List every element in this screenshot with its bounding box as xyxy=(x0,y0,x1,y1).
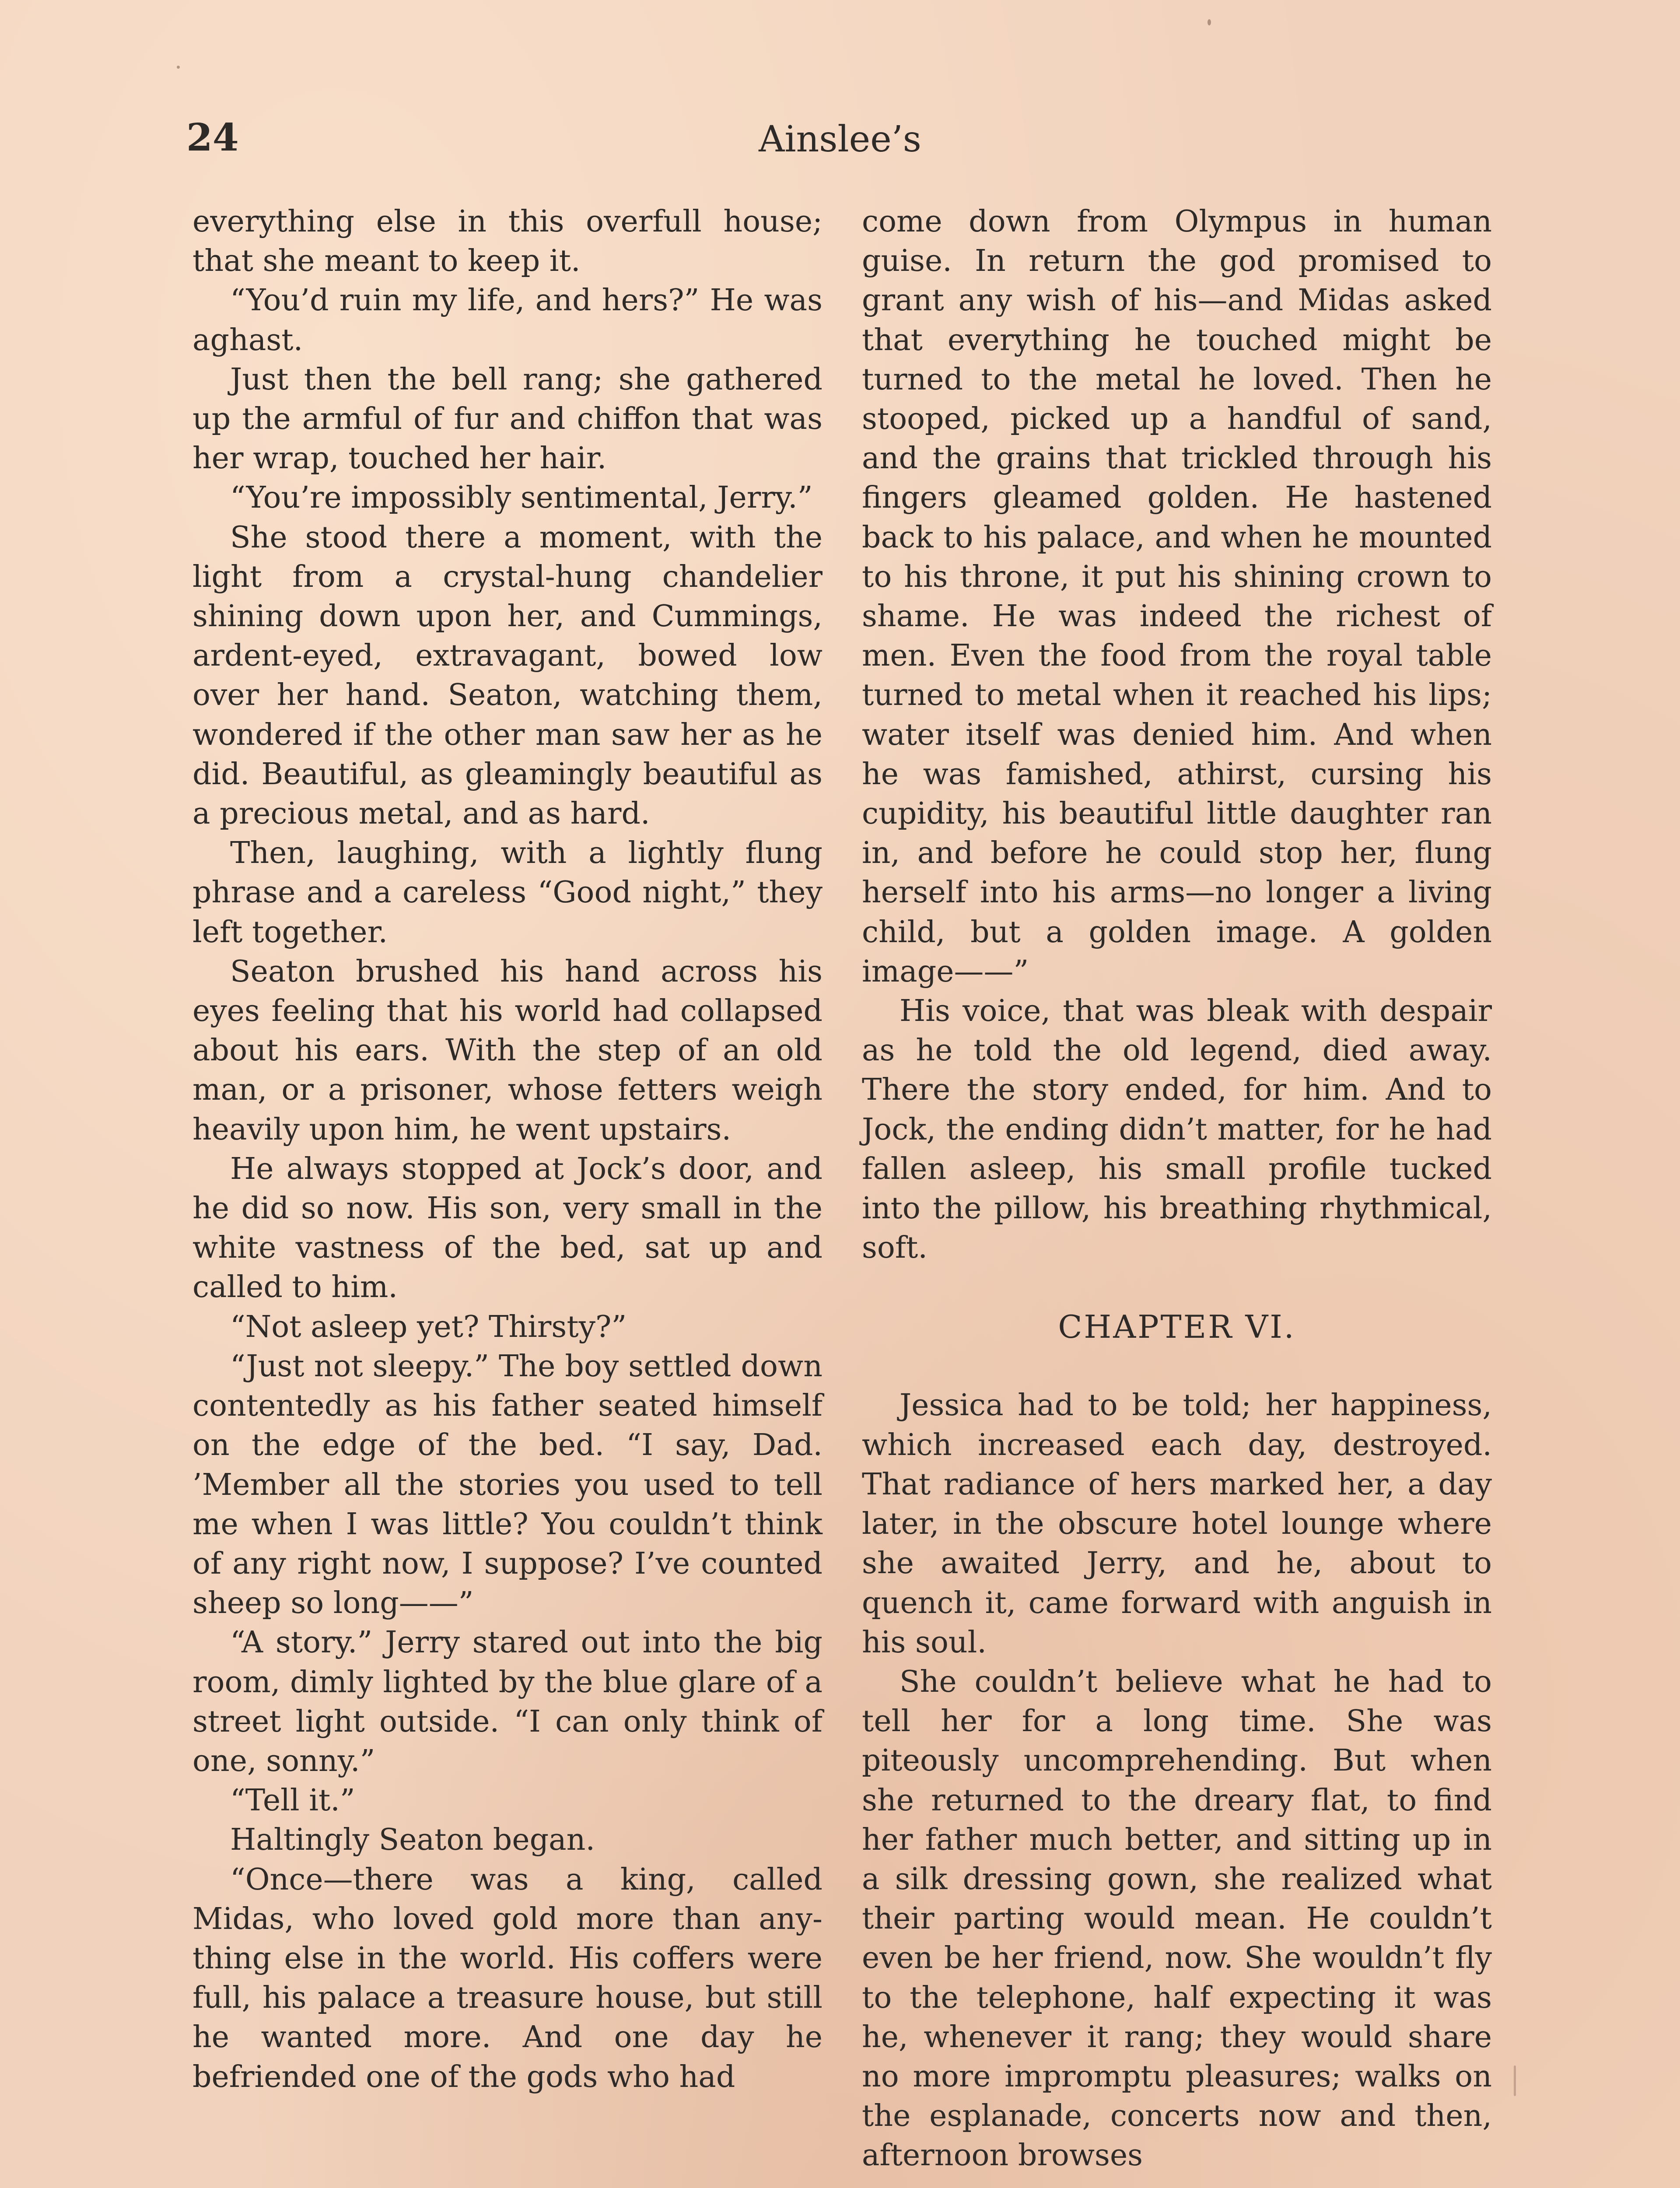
paragraph: “You’d ruin my life, and hers?” He was aghast. xyxy=(192,283,822,358)
paragraph: Jessica had to be told; her happiness, which increased each day, destroyed. That radiance of hers marked her, a day later, in the obscure hotel lounge where she awaited Jerry, and he, about to quench it, came forward with anguish in his soul. xyxy=(862,1388,1492,1660)
paragraph: “A story.” Jerry stared out into the big room, dimly lighted by the blue glare of a street light outside. “I can only think of one, sonny.” xyxy=(192,1625,822,1778)
paragraph: “You’re impossibly sentimental, Jerry.” xyxy=(230,480,813,515)
paragraph: “Not asleep yet? Thirsty?” xyxy=(230,1309,627,1344)
paragraph: She couldn’t believe what he had to tell her for a long time. She was piteously uncomprehending. But when she returned to the dreary flat, to find her father much better, and sitting up in a silk dressing gown, she realized what their parting would mean. He couldn’t even be her friend, now. She wouldn’t fly to the telephone, half expecting it was he, whenever it rang; they would share no more impromptu pleasures; walks on the esplanade, concerts now and then, afternoon browses xyxy=(862,1664,1492,2173)
left-column xyxy=(192,202,822,2097)
running-head: Ainslee’s xyxy=(759,119,921,160)
paragraph: everything else in this overfull house; that she meant to keep it. xyxy=(192,204,822,279)
paragraph: “Once—there was a king, called Midas, who loved gold more than anything else in the world. His coffers were full, his palace a treasure house, but still he wanted more. And one day he befriended one of the gods who had xyxy=(192,1862,822,2094)
paragraph: Then, laughing, with a lightly flung phrase and a careless “Good night,” they left together. xyxy=(192,836,822,950)
paragraph: Haltingly Seaton began. xyxy=(230,1823,595,1858)
chapter-heading: CHAPTER VI. xyxy=(1058,1308,1296,1346)
paragraph: She stood there a moment, with the light from a crystal-hung chandelier shining down upon her, and Cummings, ardent-eyed, extravagant, bowed low over her hand. Seaton, watching them, wondered if the other man saw her as he did. Beautiful, as gleamingly beautiful as a precious metal, and as hard. xyxy=(192,520,822,831)
paper-speck xyxy=(1514,2065,1516,2096)
paragraph: Just then the bell rang; she gathered up the armful of fur and chiffon that was her wrap, touched her hair. xyxy=(192,362,822,476)
paper-speck xyxy=(177,66,180,69)
paragraph: “Just not sleepy.” The boy settled down contentedly as his father seated himself on the edge of the bed. “I say, Dad. ’Member all the stories you used to tell me when I was little? You couldn’t think of any right now, I suppose? I’ve counted sheep so long——” xyxy=(192,1349,822,1621)
paragraph: “Tell it.” xyxy=(230,1783,355,1818)
right-column xyxy=(862,202,1492,2176)
page-number: 24 xyxy=(186,116,239,160)
paragraph: Seaton brushed his hand across his eyes feeling that his world had collapsed about his ears. With the step of an old man, or a prisoner, whose fetters weigh heavily upon him, he went upstairs. xyxy=(192,954,822,1147)
paragraph: He always stopped at Jock’s door, and he did so now. His son, very small in the white vastness of the bed, sat up and called to him. xyxy=(192,1151,822,1305)
paper-speck xyxy=(1208,19,1211,25)
paragraph: come down from Olympus in human guise. In return the god promised to grant any wish of his—and Midas asked that everything he touched might be turned to the metal he loved. Then he stooped, picked up a handful of sand, and the grains that trickled through his fingers gleamed golden. He hastened back to his palace, and when he mounted to his throne, it put his shining crown to shame. He was indeed the richest of men. Even the food from the royal table turned to metal when it reached his lips; water itself was denied him. And when he was famished, athirst, cursing his cupidity, his beautiful little daughter ran in, and before he could stop her, flung herself into his arms—no longer a living child, but a golden image. A golden image——” xyxy=(862,204,1492,989)
paragraph: His voice, that was bleak with despair as he told the old legend, died away. There the story ended, for him. And to Jock, the ending didn’t matter, for he had fallen asleep, his small profile tucked into the pillow, his breathing rhythmical, soft. xyxy=(862,994,1492,1266)
